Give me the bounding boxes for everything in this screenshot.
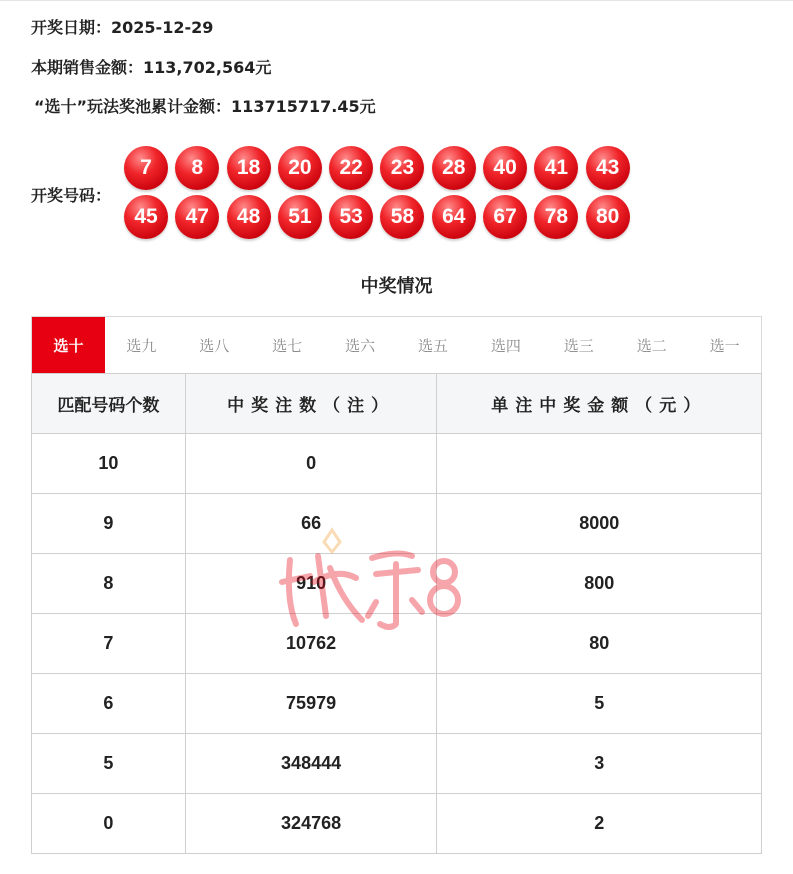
numbers-row-2 xyxy=(124,195,644,244)
tab-xuan-9[interactable]: 选九 xyxy=(126,336,157,355)
match-count-cell: 7 xyxy=(32,614,186,674)
number-ball: 40 xyxy=(483,146,527,190)
prize-table xyxy=(31,373,762,854)
match-count-cell: 0 xyxy=(32,794,186,854)
winning-bets-cell: 348444 xyxy=(185,734,437,794)
tab-xuan-2[interactable]: 选二 xyxy=(636,336,667,355)
prize-amount-cell: 3 xyxy=(437,734,762,794)
tab-xuan-8[interactable]: 选八 xyxy=(199,336,230,355)
number-ball: 45 xyxy=(124,195,168,239)
section-title: 中奖情况 xyxy=(360,276,433,297)
numbers-row-1 xyxy=(124,146,644,195)
match-count-cell: 6 xyxy=(32,674,186,734)
table-row xyxy=(32,794,762,854)
winning-bets-cell: 75979 xyxy=(185,674,437,734)
sales-amount-value: 113,702,564元 xyxy=(143,58,272,77)
prize-amount-cell: 5 xyxy=(437,674,762,734)
match-count-cell: 5 xyxy=(32,734,186,794)
prize-pool-label: “选十”玩法奖池累计金额： xyxy=(34,97,232,116)
winning-bets-cell: 10762 xyxy=(185,614,437,674)
prize-amount-cell: 8000 xyxy=(437,494,762,554)
number-ball: 23 xyxy=(380,146,424,190)
number-ball: 18 xyxy=(227,146,271,190)
winning-numbers-label: 开奖号码： xyxy=(31,186,112,205)
prize-amount-cell: 800 xyxy=(437,554,762,614)
tab-xuan-6[interactable]: 选六 xyxy=(345,336,376,355)
tab-xuan-10[interactable]: 选十 xyxy=(32,317,105,373)
sales-amount-label: 本期销售金额： xyxy=(31,58,144,77)
winning-bets-cell: 66 xyxy=(185,494,437,554)
draw-date-label: 开奖日期： xyxy=(31,18,112,37)
number-ball: 47 xyxy=(175,195,219,239)
winning-bets-cell: 910 xyxy=(185,554,437,614)
number-ball: 51 xyxy=(278,195,322,239)
match-count-cell: 8 xyxy=(32,554,186,614)
header-winning-bets: 中奖注数（注） xyxy=(185,374,437,434)
sales-amount-line xyxy=(31,55,271,78)
number-ball: 20 xyxy=(278,146,322,190)
tab-xuan-4[interactable]: 选四 xyxy=(490,336,521,355)
number-ball: 28 xyxy=(432,146,476,190)
match-count-cell: 10 xyxy=(32,434,186,494)
table-row xyxy=(32,434,762,494)
table-row xyxy=(32,674,762,734)
header-match-count: 匹配号码个数 xyxy=(32,374,186,434)
table-header-row xyxy=(32,374,762,434)
number-ball: 41 xyxy=(534,146,578,190)
prize-amount-cell: 80 xyxy=(437,614,762,674)
number-ball: 64 xyxy=(432,195,476,239)
prize-amount-cell: 2 xyxy=(437,794,762,854)
draw-date-line xyxy=(31,15,213,38)
tab-xuan-1[interactable]: 选一 xyxy=(709,336,740,355)
number-ball: 43 xyxy=(586,146,630,190)
top-divider xyxy=(0,0,793,1)
play-type-tabs xyxy=(31,316,762,373)
table-row xyxy=(32,614,762,674)
number-ball: 78 xyxy=(534,195,578,239)
number-ball: 22 xyxy=(329,146,373,190)
table-row xyxy=(32,494,762,554)
winning-bets-cell: 0 xyxy=(185,434,437,494)
table-row xyxy=(32,554,762,614)
number-ball: 80 xyxy=(586,195,630,239)
number-ball: 58 xyxy=(380,195,424,239)
number-ball: 53 xyxy=(329,195,373,239)
prize-pool-line xyxy=(34,94,376,117)
draw-date-value: 2025-12-29 xyxy=(111,18,214,37)
prize-amount-cell xyxy=(437,434,762,494)
tab-xuan-3[interactable]: 选三 xyxy=(563,336,594,355)
table-row xyxy=(32,734,762,794)
number-ball: 48 xyxy=(227,195,271,239)
match-count-cell: 9 xyxy=(32,494,186,554)
number-ball: 8 xyxy=(175,146,219,190)
winning-bets-cell: 324768 xyxy=(185,794,437,854)
number-ball: 7 xyxy=(124,146,168,190)
tab-xuan-5[interactable]: 选五 xyxy=(417,336,448,355)
tab-xuan-7[interactable]: 选七 xyxy=(272,336,303,355)
winning-numbers xyxy=(124,146,644,244)
header-prize-amount: 单注中奖金额（元） xyxy=(437,374,762,434)
prize-pool-value: 113715717.45元 xyxy=(231,97,376,116)
number-ball: 67 xyxy=(483,195,527,239)
